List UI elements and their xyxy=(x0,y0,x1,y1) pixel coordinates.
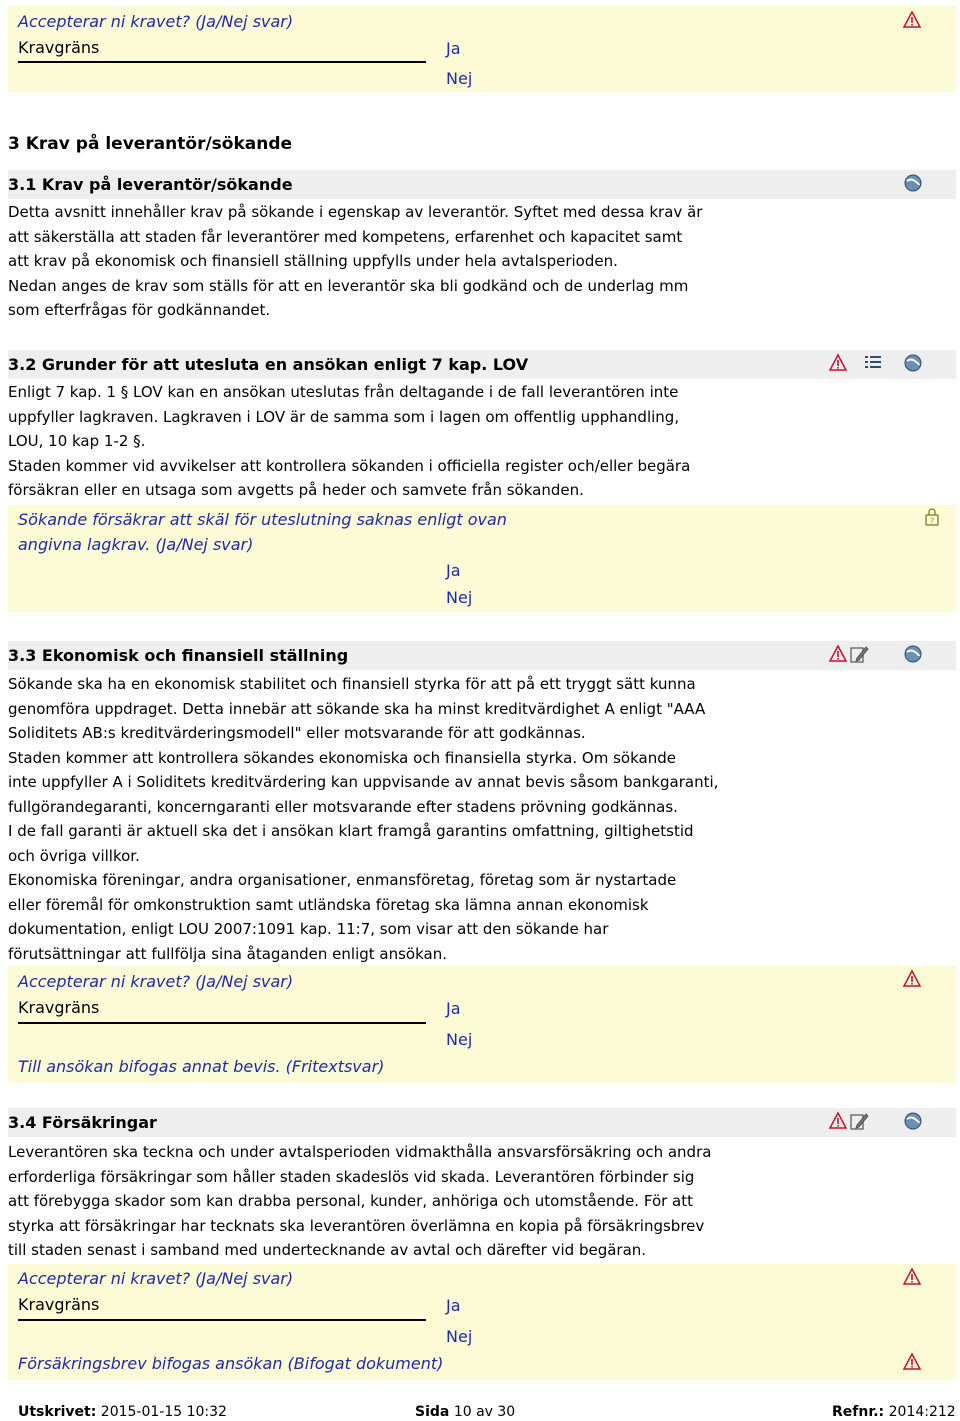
page-value: 10 av 30 xyxy=(453,1404,516,1420)
option-yes[interactable]: Ja xyxy=(446,39,461,58)
lock-question-icon xyxy=(922,507,942,527)
requirement-label: Kravgräns xyxy=(18,38,100,57)
freetext-question: Till ansökan bifogas annat bevis. (Fritextsvar) xyxy=(18,1057,385,1076)
requirement-question: Accepterar ni kravet? (Ja/Nej svar) xyxy=(18,972,294,991)
footer-printed xyxy=(18,1404,227,1420)
body-line: Leverantören ska teckna och under avtalsperioden vidmakthålla ansvarsförsäkring och andra xyxy=(8,1143,712,1161)
requirement-label: Kravgräns xyxy=(18,998,100,1017)
globe-icon[interactable] xyxy=(903,644,923,664)
body-line: som efterfrågas för godkännandet. xyxy=(8,301,271,319)
body-line: Detta avsnitt innehåller krav på sökande i egenskap av leverantör. Syftet med dessa krav är xyxy=(8,203,703,221)
body-line: att förebygga skador som kan drabba personal, kunder, anhöriga och utomstående. För att xyxy=(8,1192,694,1210)
subsection-title-3-3: 3.3 Ekonomisk och finansiell ställning xyxy=(8,646,349,665)
body-line: Sökande ska ha en ekonomisk stabilitet och finansiell styrka för att på ett tryggt sätt kunna xyxy=(8,675,696,693)
requirement-question: angivna lagkrav. (Ja/Nej svar) xyxy=(18,535,254,554)
body-line: inte uppfyller A i Soliditets kreditvärdering kan uppvisande av annat bevis såsom bankgaranti, xyxy=(8,773,719,791)
option-no[interactable]: Nej xyxy=(446,1030,473,1049)
subsection-body-3-1 xyxy=(8,200,808,323)
subsection-title-3-1: 3.1 Krav på leverantör/sökande xyxy=(8,175,293,194)
body-line: Staden kommer att kontrollera sökandes ekonomiska och finansiella styrka. Om sökande xyxy=(8,748,676,767)
subsection-title-3-2: 3.2 Grunder för att utesluta en ansökan enligt 7 kap. LOV xyxy=(8,355,529,374)
list-icon[interactable] xyxy=(863,353,883,373)
requirement-question: Accepterar ni kravet? (Ja/Nej svar) xyxy=(18,1269,294,1288)
ref-label: Refnr.: xyxy=(832,1404,885,1420)
option-no[interactable]: Nej xyxy=(446,1327,473,1346)
requirement-question: Sökande försäkrar att skäl för uteslutning saknas enligt ovan xyxy=(18,510,507,529)
requirement-question: Accepterar ni kravet? (Ja/Nej svar) xyxy=(18,12,294,31)
warning-icon xyxy=(902,1352,922,1372)
section-title: 3 Krav på leverantör/sökande xyxy=(8,134,293,154)
svg-text:?: ? xyxy=(929,516,935,526)
warning-icon xyxy=(902,10,922,30)
body-line: och övriga villkor. xyxy=(8,846,140,865)
option-yes[interactable]: Ja xyxy=(446,561,461,580)
globe-icon[interactable] xyxy=(903,353,923,373)
option-yes[interactable]: Ja xyxy=(446,999,461,1018)
warning-icon xyxy=(828,1111,848,1131)
option-yes[interactable]: Ja xyxy=(446,1296,461,1315)
warning-icon xyxy=(902,1267,922,1287)
body-line: genomföra uppdraget. Detta innebär att sökande ska ha minst kreditvärdighet A enligt "AAA xyxy=(8,699,706,718)
threshold-line xyxy=(18,1319,426,1321)
warning-icon xyxy=(828,353,848,373)
option-no[interactable]: Nej xyxy=(446,69,473,88)
threshold-line xyxy=(18,61,426,63)
threshold-line xyxy=(18,1022,426,1024)
body-line: LOU, 10 kap 1-2 §. xyxy=(8,432,146,450)
subsection-title-3-4: 3.4 Försäkringar xyxy=(8,1113,157,1132)
warning-icon xyxy=(828,644,848,664)
body-line: Ekonomiska föreningar, andra organisationer, enmansföretag, företag som är nystartade xyxy=(8,871,677,889)
globe-icon[interactable] xyxy=(903,1111,923,1131)
warning-icon xyxy=(902,969,922,989)
body-line: att krav på ekonomisk och finansiell ställning uppfylls under hela avtalsperioden. xyxy=(8,252,618,270)
body-line: eller föremål för omkonstruktion samt utländska företag ska lämna annan ekonomisk xyxy=(8,895,649,914)
body-line: till staden senast i samband med undertecknande av avtal och därefter vid begäran. xyxy=(8,1241,647,1259)
ref-value: 2014:212 xyxy=(888,1404,956,1420)
globe-icon[interactable] xyxy=(903,173,923,193)
body-line: att säkerställa att staden får leverantörer med kompetens, erfarenhet och kapacitet samt xyxy=(8,227,683,246)
body-line: uppfyller lagkraven. Lagkraven i LOV är de samma som i lagen om offentlig upphandling, xyxy=(8,407,680,426)
footer-page xyxy=(415,1404,515,1420)
printed-value: 2015-01-15 10:32 xyxy=(100,1404,227,1420)
body-line: Nedan anges de krav som ställs för att en leverantör ska bli godkänd och de underlag mm xyxy=(8,276,689,295)
printed-label: Utskrivet: xyxy=(18,1404,97,1420)
requirement-label: Kravgräns xyxy=(18,1295,100,1314)
body-line: dokumentation, enligt LOU 2007:1091 kap. 11:7, som visar att den sökande har xyxy=(8,920,609,938)
body-line: Soliditets AB:s kreditvärderingsmodell" eller motsvarande för att godkännas. xyxy=(8,724,586,742)
body-line: I de fall garanti är aktuell ska det i ansökan klart framgå garantins omfattning, giltighetstid xyxy=(8,822,694,840)
footer-ref xyxy=(832,1404,956,1420)
body-line: styrka att försäkringar har tecknats ska leverantören överlämna en kopia på försäkringsbrev xyxy=(8,1216,705,1235)
body-line: förutsättningar att fullfölja sina åtaganden enligt ansökan. xyxy=(8,944,447,963)
body-line: försäkran eller en utsaga som avgetts på heder och samvete från sökanden. xyxy=(8,481,584,499)
body-line: erforderliga försäkringar som håller staden skadeslös vid skada. Leverantören förbinder sig xyxy=(8,1167,695,1186)
page-label: Sida xyxy=(415,1404,450,1420)
body-line: fullgörandegaranti, koncerngaranti eller motsvarande efter stadens prövning godkännas. xyxy=(8,797,678,816)
body-line: Staden kommer vid avvikelser att kontrollera sökanden i officiella register och/eller begära xyxy=(8,456,691,475)
edit-icon[interactable] xyxy=(849,644,869,664)
edit-icon[interactable] xyxy=(849,1111,869,1131)
body-line: Enligt 7 kap. 1 § LOV kan en ansökan uteslutas från deltagande i de fall leverantören inte xyxy=(8,383,679,401)
attachment-question: Försäkringsbrev bifogas ansökan (Bifogat dokument) xyxy=(18,1354,444,1373)
subsection-body-3-4 xyxy=(8,1140,808,1263)
subsection-body-3-2 xyxy=(8,380,808,503)
subsection-body-3-3 xyxy=(8,672,808,966)
option-no[interactable]: Nej xyxy=(446,588,473,607)
